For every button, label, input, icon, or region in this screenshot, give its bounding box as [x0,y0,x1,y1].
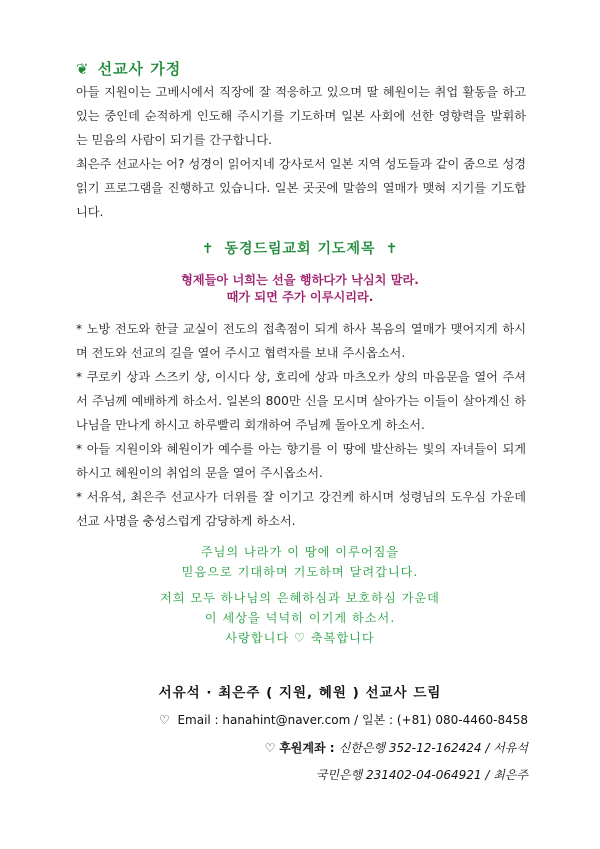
cross-icon: ✝ [201,241,215,257]
bible-verse [0,272,600,306]
closing-message-2 [0,588,600,648]
fleuron-icon: ❦ [76,60,90,78]
phone-number: (+81) 080-4460-8458 [396,713,528,727]
prayer-items [76,317,526,533]
contact-email-line [159,711,528,728]
phone-label: / 일본 : [350,713,397,727]
bank-account-1: 신한은행 352-12-162424 / 서유석 [338,741,528,755]
closing-line: 이 세상을 넉넉히 이기게 하소서. [204,611,396,625]
account-line-2 [316,766,528,783]
closing-line: 사랑합니다 ♡ 축복합니다 [225,631,375,645]
email-label: Email : [177,713,223,727]
family-paragraph-1: 아들 지원이는 고베시에서 직장에 잘 적응하고 있으며 딸 혜원이는 취업 활동을 하고 있는 중인데 순적하게 인도해 주시기를 기도하며 일본 사회에 선한 영향력을 발휘하는 믿음의 사람이 되기를 간구합니다. [76,85,526,147]
prayer-item: * 쿠로키 상과 스즈키 상, 이시다 상, 호리에 상과 마츠오카 상의 마음문을 열어 주셔서 주님께 예배하게 하소서. 일본의 800만 신을 모시며 살아가는 이들이 살아계신 하나님을 만나게 하시고 하루빨리 회개하여 주님께 돌아오게 하소서. [76,370,526,432]
family-section-title [76,58,181,79]
prayer-section-title [0,238,600,258]
verse-line: 때가 되면 주가 이루시리라. [226,290,374,304]
sender-signature: 서유석 · 최은주 ( 지원, 혜원 ) 선교사 드림 [158,685,442,701]
prayer-item: * 노방 전도와 한글 교실이 전도의 접촉점이 되게 하사 복음의 열매가 맺어지게 하시며 전도와 선교의 길을 열어 주시고 협력자를 보내 주시옵소서. [76,322,526,360]
family-title-text: 선교사 가정 [97,60,182,78]
heart-icon: ♡ [264,741,276,755]
heart-icon: ♡ [159,713,170,727]
closing-line: 주님의 나라가 이 땅에 이루어짐을 [200,545,400,559]
bank-account-2: 국민은행 231402-04-064921 / 최은주 [315,768,528,782]
prayer-item: * 서유석, 최은주 선교사가 더위를 잘 이기고 강건케 하시며 성령님의 도우심 가운데 선교 사명을 충성스럽게 감당하게 하소서. [76,490,526,528]
account-label: 후원계좌 : [279,741,339,755]
cross-icon: ✝ [385,241,399,257]
family-paragraph-2: 최은주 선교사는 어? 성경이 읽어지네 강사로서 일본 지역 성도들과 같이 줌으로 성경 읽기 프로그램을 진행하고 있습니다. 일본 곳곳에 말씀의 열매가 맺혀 지기를 기도합니다. [76,157,526,219]
closing-message-1 [0,542,600,582]
prayer-title-text: 동경드림교회 기도제목 [224,241,376,257]
closing-line: 믿음으로 기대하며 기도하며 달려갑니다. [181,565,419,579]
email-address[interactable]: hanahint@naver.com [222,713,351,727]
closing-line: 저희 모두 하나님의 은혜하심과 보호하심 가운데 [160,591,440,605]
account-line-1 [265,739,528,756]
prayer-item: * 아들 지원이와 혜원이가 예수를 아는 향기를 이 땅에 발산하는 빛의 자녀들이 되게 하시고 혜원이의 취업의 문을 열어 주시옵소서. [76,442,526,480]
verse-line: 형제들아 너희는 선을 행하다가 낙심치 말라. [181,273,419,287]
